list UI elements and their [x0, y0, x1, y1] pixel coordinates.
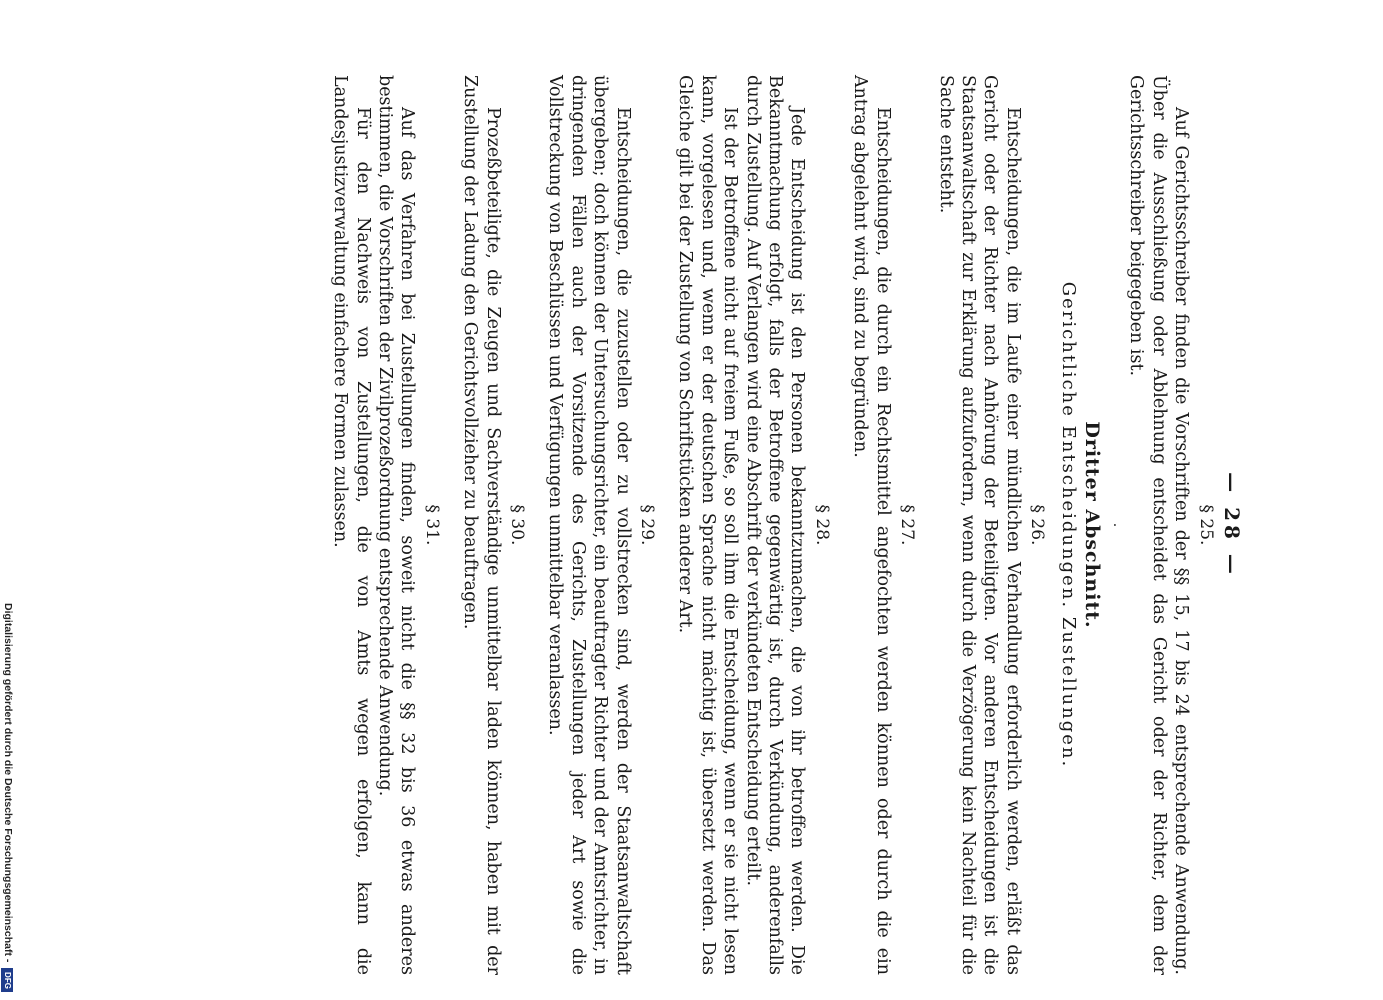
paragraph: Prozeßbeteiligte, die Zeugen und Sachverständige unmittelbar laden können, haben mit der Zustellung der Ladung den Gerichtsvollzieher zu beauftragen. [460, 75, 503, 975]
page-number: — 28 — [1220, 472, 1244, 578]
section-title: § 27. [897, 504, 918, 546]
section-28 [674, 75, 833, 975]
paragraph: Entscheidungen, die durch ein Rechtsmittel angefochten werden können oder durch die ein Antrag abgelehnt wird, sind zu begründen. [850, 75, 893, 975]
section-title: § 29. [637, 504, 658, 546]
section-31 [329, 75, 443, 975]
section-29 [544, 75, 658, 975]
digitization-sidebar [0, 0, 14, 1000]
decorative-dot: · [1105, 522, 1122, 528]
section-25 [1125, 75, 1217, 975]
section-title: § 26. [1027, 504, 1048, 546]
sidebar-note: Digitalisierung gefördert durch die Deutsche Forschungsgemeinschaft - [2, 603, 14, 963]
paragraph: Entscheidungen, die zuzustellen oder zu vollstrecken sind, werden der Staatsanwaltschaft übergeben; doch können der Untersuchungsrichter, ein beauftragter Richter und der Amtsrichter, in dringenden Fällen auch der Vorsitzende des Gerichts, Zustellungen jeder Art sowie die Vollstreckung von Beschlüssen und Verfügungen unmittelbar veranlassen. [545, 75, 633, 975]
chapter-heading: Dritter Abschnitt. [1080, 421, 1103, 629]
logo-text: DFG [2, 971, 12, 989]
section-title: § 31. [421, 504, 442, 546]
section-title: § 30. [507, 504, 528, 546]
section-30 [459, 75, 528, 975]
section-title: § 28. [811, 504, 832, 546]
paragraph: Entscheidungen, die im Laufe einer mündlichen Verhandlung erforderlich werden, erläßt das Gericht oder der Richter nach Anhörung der Beteiligten. Vor anderen Entscheidungen ist die Staatsanwaltschaft zur Erklärung aufzufordern, wenn durch die Verzögerung kein Nachteil für die Sache entsteht. [935, 75, 1023, 975]
paragraph: Für den Nachweis von Zustellungen, die von Amts wegen erfolgen, kann die Landesjustizverwaltung einfachere Formen zulassen. [330, 75, 373, 975]
dfg-logo [1, 968, 13, 992]
section-title: § 25. [1195, 504, 1216, 546]
paragraph: Auf Gerichtsschreiber finden die Vorschriften der §§ 15, 17 bis 24 entsprechende Anwendung. Über die Ausschließung oder Ablehnung entscheidet das Gericht oder der Richter, dem der Gerichtsschreiber beigegeben ist. [1126, 75, 1192, 975]
paragraph: Auf das Verfahren bei Zustellungen finden, soweit nicht die §§ 32 bis 36 etwas anderes bestimmen, die Vorschriften der Zivilprozeßordnung entsprechende Anwendung. [375, 75, 418, 975]
paragraph: Ist der Betroffene nicht auf freiem Fuße, so soll ihm die Entscheidung, wenn er sie nicht lesen kann, vorgelesen und, wenn er der deutschen Sprache nicht mächtig ist, übersetzt werden. Das Gleiche gilt bei der Zustellung von Schriftstücken anderer Art. [675, 75, 741, 975]
chapter-subheading: Gerichtliche Entscheidungen. Zustellungen. [1057, 281, 1079, 769]
section-27 [849, 75, 918, 975]
section-26 [934, 75, 1048, 975]
rotated-page-content [329, 75, 1243, 975]
paragraph: Jede Entscheidung ist den Personen bekanntzumachen, die von ihr betroffen werden. Die Bekanntmachung erfolgt, falls der Betroffene gegenwärtig ist, durch Verkündung, anderenfalls durch Zustellung. Auf Verlangen wird eine Abschrift der verkündeten Entscheidung erteilt. [742, 75, 808, 975]
